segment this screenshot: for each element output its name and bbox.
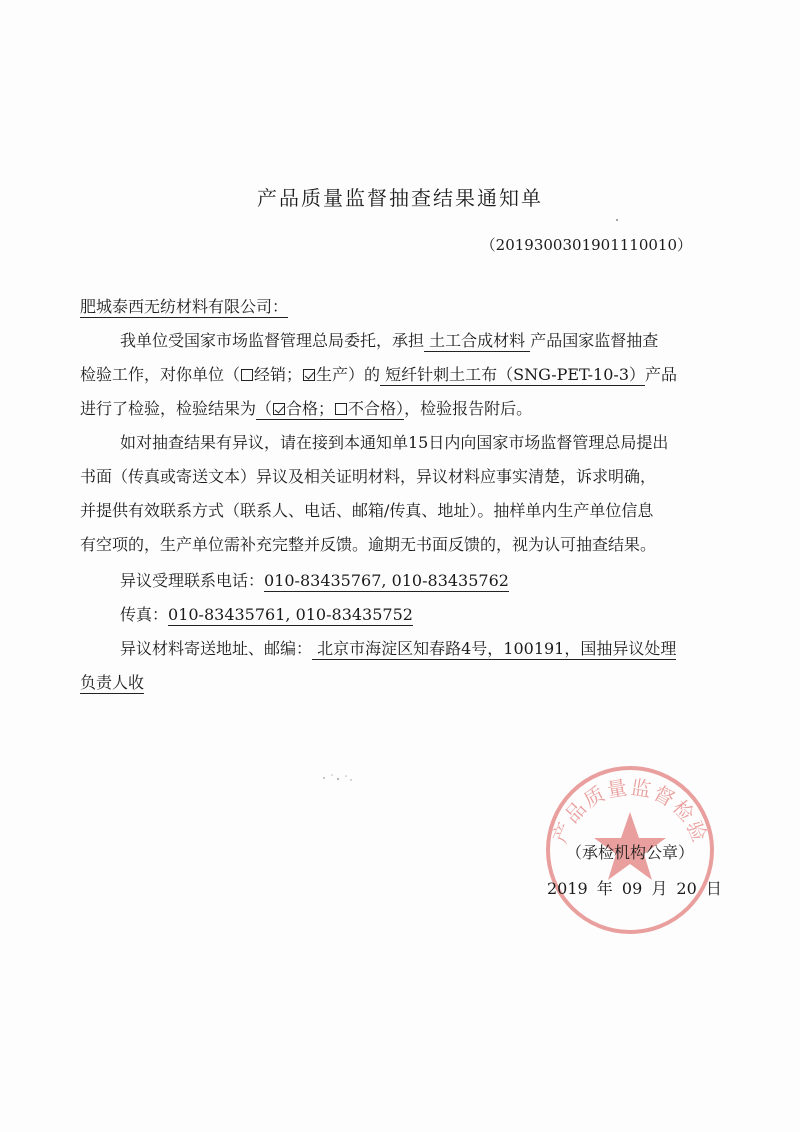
p2-line-4: 有空项的，生产单位需补充完整并反馈。逾期无书面反馈的，视为认可抽查结果。 xyxy=(80,535,657,554)
address-label: 异议材料寄送地址、邮编： xyxy=(120,639,313,658)
p2-line-3: 并提供有效联系方式（联系人、电话、邮箱/传真、地址）。抽样单内生产单位信息 xyxy=(80,501,654,520)
fail-checkbox-icon xyxy=(335,403,347,415)
fax-label: 传真： xyxy=(120,605,169,624)
document-title: 产品质量监督抽查结果通知单 xyxy=(257,186,543,210)
phone-value: 010-83435767, 010-83435762 xyxy=(264,571,509,590)
fax-line xyxy=(120,604,413,626)
p1-text-f: 进行了检验，检验结果为 xyxy=(80,399,257,418)
p1-line-1 xyxy=(120,330,658,352)
scan-speck-icon xyxy=(318,770,358,786)
pass-checkbox-icon xyxy=(273,403,285,415)
svg-text:产品质量监督检验: 产品质量监督检验 xyxy=(547,774,713,847)
p1-line-3 xyxy=(80,398,532,420)
result-pass-label: 合格； xyxy=(286,399,335,418)
p1-text-b: 产品国家监督抽查 xyxy=(530,331,659,350)
p1-text-e: 产品 xyxy=(645,365,678,384)
document-number: （2019300301901110010） xyxy=(480,236,692,254)
product-name: 短纤针刺土工布（SNG-PET-10-3） xyxy=(380,365,646,384)
produce-checkbox-icon xyxy=(303,369,315,381)
recipient-name: 肥城泰西无纺材料有限公司： xyxy=(80,297,289,316)
result-fail-label: 不合格） xyxy=(348,399,405,418)
phone-label: 异议受理联系电话： xyxy=(120,571,265,590)
opt-produce-label: 生产） xyxy=(316,365,365,384)
result-options: （ 合格； 不合格） xyxy=(256,399,405,418)
phone-line xyxy=(120,570,509,592)
p1-text-c: 检验工作，对你单位（ xyxy=(80,365,241,384)
p1-text-a: 我单位受国家市场监督管理总局委托，承担 xyxy=(120,331,425,350)
p1-text-d: 的 xyxy=(364,365,381,384)
address-value: 北京市海淀区知春路4号，100191，国抽异议处理 xyxy=(312,639,677,658)
address-cont: 负责人收 xyxy=(80,673,145,692)
p1-text-g: ，检验报告附后。 xyxy=(404,399,533,418)
product-category: 土工合成材料 xyxy=(424,331,531,350)
p2-line-1: 如对抽查结果有异议，请在接到本通知单15日内向国家市场监督管理总局提出 xyxy=(120,433,669,452)
address-line-cont xyxy=(80,672,144,694)
opt-sell-label: 经销； xyxy=(254,365,303,384)
address-line xyxy=(120,638,676,660)
fax-value: 010-83435761, 010-83435752 xyxy=(168,605,413,624)
seal-label: （承检机构公章） xyxy=(566,843,695,862)
p1-line-2 xyxy=(80,364,677,386)
scan-dot xyxy=(616,219,618,221)
sell-checkbox-icon xyxy=(241,369,253,381)
p2-line-2: 书面（传真或寄送文本）异议及相关证明材料，异议材料应事实清楚，诉求明确， xyxy=(80,467,657,486)
issue-date: 2019 年 09 月 20 日 xyxy=(547,879,722,898)
recipient-line xyxy=(80,296,288,318)
